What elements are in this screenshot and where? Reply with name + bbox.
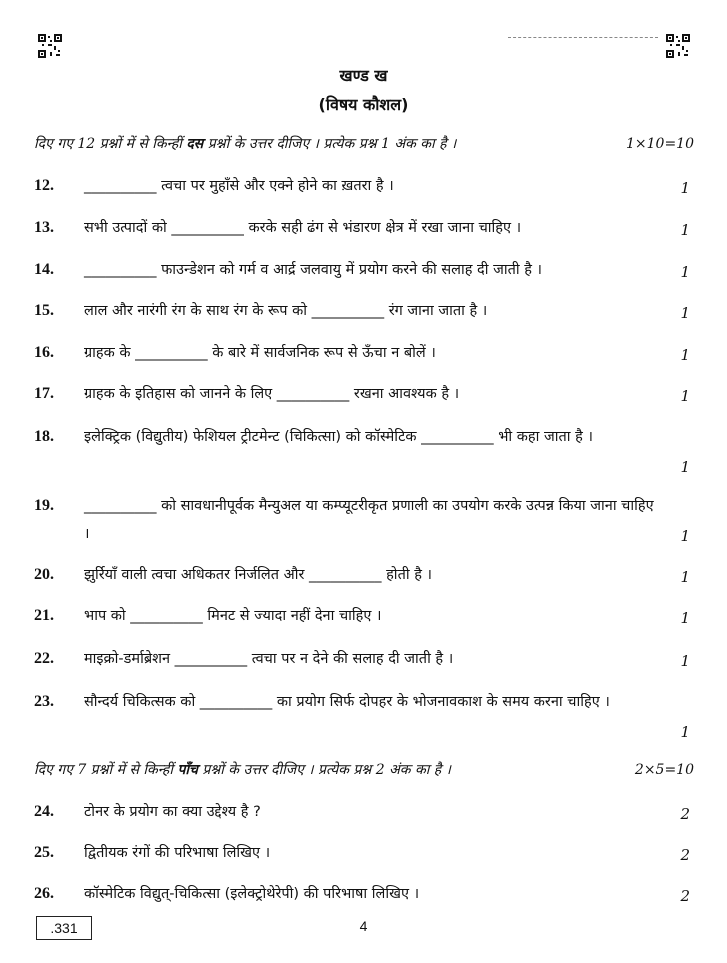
question-item bbox=[34, 214, 694, 242]
question-number: 18. bbox=[34, 428, 54, 445]
question-number: 16. bbox=[34, 344, 54, 361]
question-mark: 1 bbox=[680, 568, 690, 586]
question-item bbox=[34, 256, 694, 284]
question-mark: 1 bbox=[680, 263, 690, 281]
section-subtitle: (विषय कौशल) bbox=[318, 95, 409, 114]
question-number: 13. bbox=[34, 219, 54, 236]
instruction-emphasis: दस bbox=[186, 136, 204, 152]
question-text: ग्राहक के इतिहास को जानने के लिए __________ रखना आवश्यक है । bbox=[84, 386, 460, 402]
question-item bbox=[34, 423, 694, 479]
question-number: 17. bbox=[34, 385, 54, 402]
question-mark: 1 bbox=[680, 652, 690, 670]
question-text: द्वितीयक रंगों की परिभाषा लिखिए । bbox=[84, 845, 271, 861]
question-item bbox=[34, 602, 694, 630]
question-number: 12. bbox=[34, 177, 54, 194]
question-text: लाल और नारंगी रंग के साथ रंग के रूप को __________ रंग जाना जाता है । bbox=[84, 303, 488, 319]
question-text: __________ फाउन्डेशन को गर्म व आर्द्र जलवायु में प्रयोग करने की सलाह दी जाती है । bbox=[84, 262, 543, 278]
question-number: 25. bbox=[34, 844, 54, 861]
question-text: __________ त्वचा पर मुहाँसे और एक्ने होने का ख़तरा है । bbox=[84, 178, 394, 194]
section-title: खण्ड ख bbox=[339, 66, 388, 85]
question-item bbox=[34, 297, 694, 325]
question-text: टोनर के प्रयोग का क्या उद्देश्य है ? bbox=[84, 804, 261, 820]
question-item bbox=[34, 561, 694, 589]
question-text: ग्राहक के __________ के बारे में सार्वजनिक रूप से ऊँचा न बोलें । bbox=[84, 345, 436, 361]
question-text: कॉस्मेटिक विद्युत्-चिकित्सा (इलेक्ट्रोथेरेपी) की परिभाषा लिखिए । bbox=[84, 886, 420, 902]
question-number: 15. bbox=[34, 302, 54, 319]
qr-code-icon bbox=[38, 34, 62, 58]
question-number: 24. bbox=[34, 803, 54, 820]
question-mark: 1 bbox=[680, 387, 690, 405]
instruction-text: प्रश्नों के उत्तर दीजिए । प्रत्येक प्रश्न 2 अंक का है । bbox=[197, 762, 451, 778]
section-instruction bbox=[34, 134, 694, 154]
question-mark: 1 bbox=[680, 723, 690, 741]
qr-code-icon bbox=[666, 34, 690, 58]
question-item bbox=[34, 380, 694, 408]
question-text: इलेक्ट्रिक (विद्युतीय) फेशियल ट्रीटमेन्ट (चिकित्सा) को कॉस्मेटिक __________ भी कहा जाता है । bbox=[84, 429, 593, 445]
section-instruction bbox=[34, 760, 694, 780]
section-marks: 1×10=10 bbox=[626, 136, 694, 152]
question-mark: 1 bbox=[680, 221, 690, 239]
question-text: माइक्रो-डर्माब्रेशन __________ त्वचा पर न देने की सलाह दी जाती है । bbox=[84, 651, 454, 667]
instruction-text: दिए गए 7 प्रश्नों में से किन्हीं bbox=[34, 762, 178, 778]
instruction-emphasis: पाँच bbox=[177, 762, 198, 778]
section-marks: 2×5=10 bbox=[634, 762, 694, 778]
question-text: __________ को सावधानीपूर्वक मैन्युअल या कम्प्यूटरीकृत प्रणाली का उपयोग करके उत्पन्न किया जाना चाहिए । bbox=[84, 498, 654, 542]
question-number: 23. bbox=[34, 693, 54, 710]
question-item bbox=[34, 798, 694, 826]
paper-code: .331 bbox=[36, 916, 92, 940]
question-mark: 2 bbox=[680, 805, 690, 823]
question-item bbox=[34, 492, 694, 548]
question-item bbox=[34, 688, 694, 744]
question-item bbox=[34, 172, 694, 200]
question-text: झुर्रियाँ वाली त्वचा अधिकतर निर्जलित और __________ होती है । bbox=[84, 567, 432, 583]
question-item bbox=[34, 880, 694, 908]
question-mark: 1 bbox=[680, 179, 690, 197]
question-mark: 2 bbox=[680, 846, 690, 864]
question-item bbox=[34, 339, 694, 367]
instruction-text: दिए गए 12 प्रश्नों में से किन्हीं bbox=[34, 136, 187, 152]
question-text: सौन्दर्य चिकित्सक को __________ का प्रयोग सिर्फ दोपहर के भोजनावकाश के समय करना चाहिए । bbox=[84, 694, 610, 710]
question-mark: 1 bbox=[680, 304, 690, 322]
question-mark: 2 bbox=[680, 887, 690, 905]
question-text: सभी उत्पादों को __________ करके सही ढंग से भंडारण क्षेत्र में रखा जाना चाहिए । bbox=[84, 220, 522, 236]
question-item bbox=[34, 645, 694, 673]
header-rule bbox=[508, 37, 658, 39]
question-text: भाप को __________ मिनट से ज्यादा नहीं देना चाहिए । bbox=[84, 608, 382, 624]
question-number: 26. bbox=[34, 885, 54, 902]
question-number: 19. bbox=[34, 497, 54, 514]
question-mark: 1 bbox=[680, 458, 690, 476]
question-number: 20. bbox=[34, 566, 54, 583]
question-number: 22. bbox=[34, 650, 54, 667]
question-number: 14. bbox=[34, 261, 54, 278]
page-number: 4 bbox=[359, 918, 368, 934]
question-number: 21. bbox=[34, 607, 54, 624]
question-mark: 1 bbox=[680, 609, 690, 627]
question-item bbox=[34, 839, 694, 867]
question-mark: 1 bbox=[680, 527, 690, 545]
instruction-text: प्रश्नों के उत्तर दीजिए । प्रत्येक प्रश्न 1 अंक का है । bbox=[203, 136, 457, 152]
question-mark: 1 bbox=[680, 346, 690, 364]
